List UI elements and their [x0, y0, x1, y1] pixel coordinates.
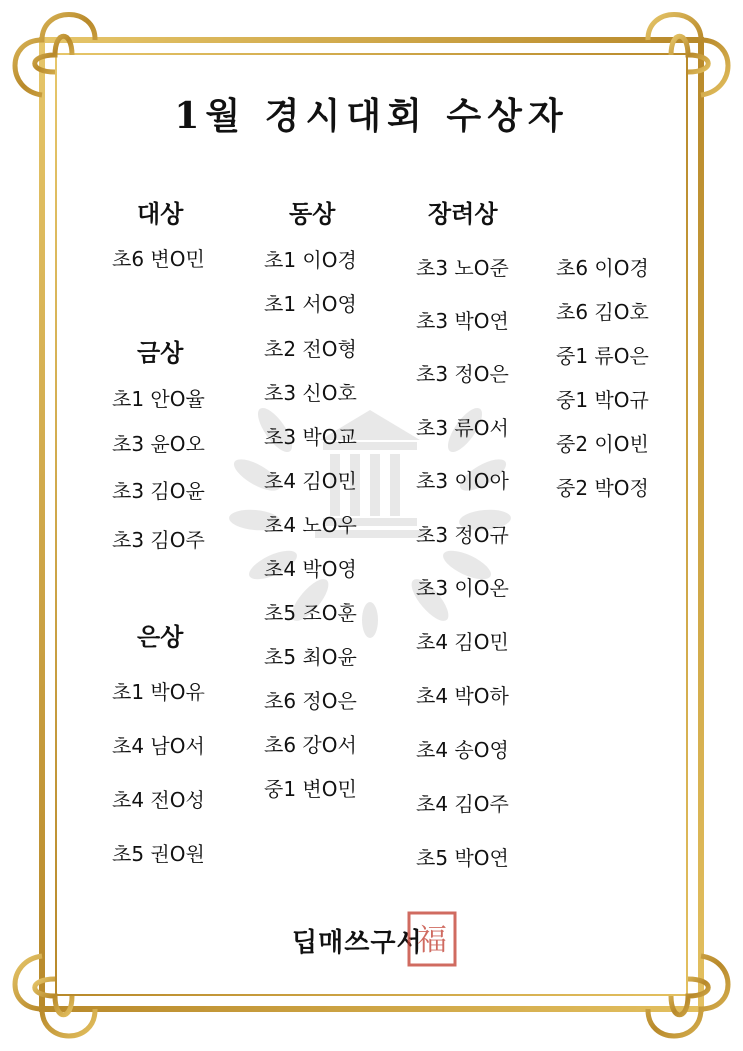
- heading-silver-prize: 은상: [137, 623, 184, 651]
- winner-entry: 중2 박O정: [556, 476, 649, 500]
- winner-entry: 초3 류O서: [416, 416, 509, 440]
- winner-entry: 초6 강O서: [264, 733, 357, 757]
- winner-entry: 초3 이O온: [416, 576, 509, 600]
- winner-entry: 초4 노O우: [264, 513, 357, 537]
- winner-entry: 초3 김O주: [112, 528, 205, 552]
- winner-entry: 중2 이O빈: [556, 432, 649, 456]
- heading-encouragement-prize: 장려상: [428, 200, 498, 228]
- winner-entry: 초5 박O연: [416, 846, 509, 870]
- winner-entry: 초4 송O영: [416, 738, 509, 762]
- winner-entry: 초6 변O민: [112, 247, 205, 271]
- winner-entry: 초5 권O원: [112, 842, 205, 866]
- page-title: 1월 경시대회 수상자: [174, 95, 569, 137]
- winner-entry: 초1 박O유: [112, 680, 205, 704]
- seal-character: 福: [417, 923, 447, 958]
- winner-entry: 초3 정O규: [416, 523, 509, 547]
- winner-entry: 초1 이O경: [264, 248, 357, 272]
- winner-entry: 초3 신O호: [264, 381, 357, 405]
- winner-entry: 초3 박O연: [416, 309, 509, 333]
- winner-entry: 초4 박O영: [264, 557, 357, 581]
- winner-entry: 초5 조O훈: [264, 601, 357, 625]
- heading-gold-prize: 금상: [137, 339, 184, 367]
- winner-entry: 초3 박O교: [264, 425, 357, 449]
- winner-entry: 초3 정O은: [416, 362, 509, 386]
- winner-entry: 초6 김O호: [556, 300, 649, 324]
- winner-entry: 중1 박O규: [556, 388, 649, 412]
- issuer-signature: 딥매쓰구서: [292, 928, 423, 958]
- winner-entry: 초4 김O민: [416, 630, 509, 654]
- winner-entry: 중1 류O은: [556, 344, 649, 368]
- winner-entry: 초2 전O형: [264, 337, 357, 361]
- winner-entry: 초4 남O서: [112, 734, 205, 758]
- winner-entry: 초4 전O성: [112, 788, 205, 812]
- winner-entry: 초4 박O하: [416, 684, 509, 708]
- winner-entry: 초3 노O준: [416, 256, 509, 280]
- winner-entry: 초6 이O경: [556, 256, 649, 280]
- winner-entry: 초4 김O민: [264, 469, 357, 493]
- winner-entry: 초3 이O아: [416, 469, 509, 493]
- winner-entry: 초3 김O윤: [112, 479, 205, 503]
- red-seal-stamp: [406, 910, 458, 968]
- winner-entry: 초3 윤O오: [112, 432, 205, 456]
- winner-entry: 초5 최O윤: [264, 645, 357, 669]
- winner-entry: 초1 서O영: [264, 292, 357, 316]
- heading-grand-prize: 대상: [137, 200, 184, 228]
- heading-bronze-prize: 동상: [289, 200, 336, 228]
- winner-entry: 초6 정O은: [264, 689, 357, 713]
- winner-entry: 초1 안O율: [112, 387, 205, 411]
- winner-entry: 중1 변O민: [264, 777, 357, 801]
- winner-entry: 초4 김O주: [416, 792, 509, 816]
